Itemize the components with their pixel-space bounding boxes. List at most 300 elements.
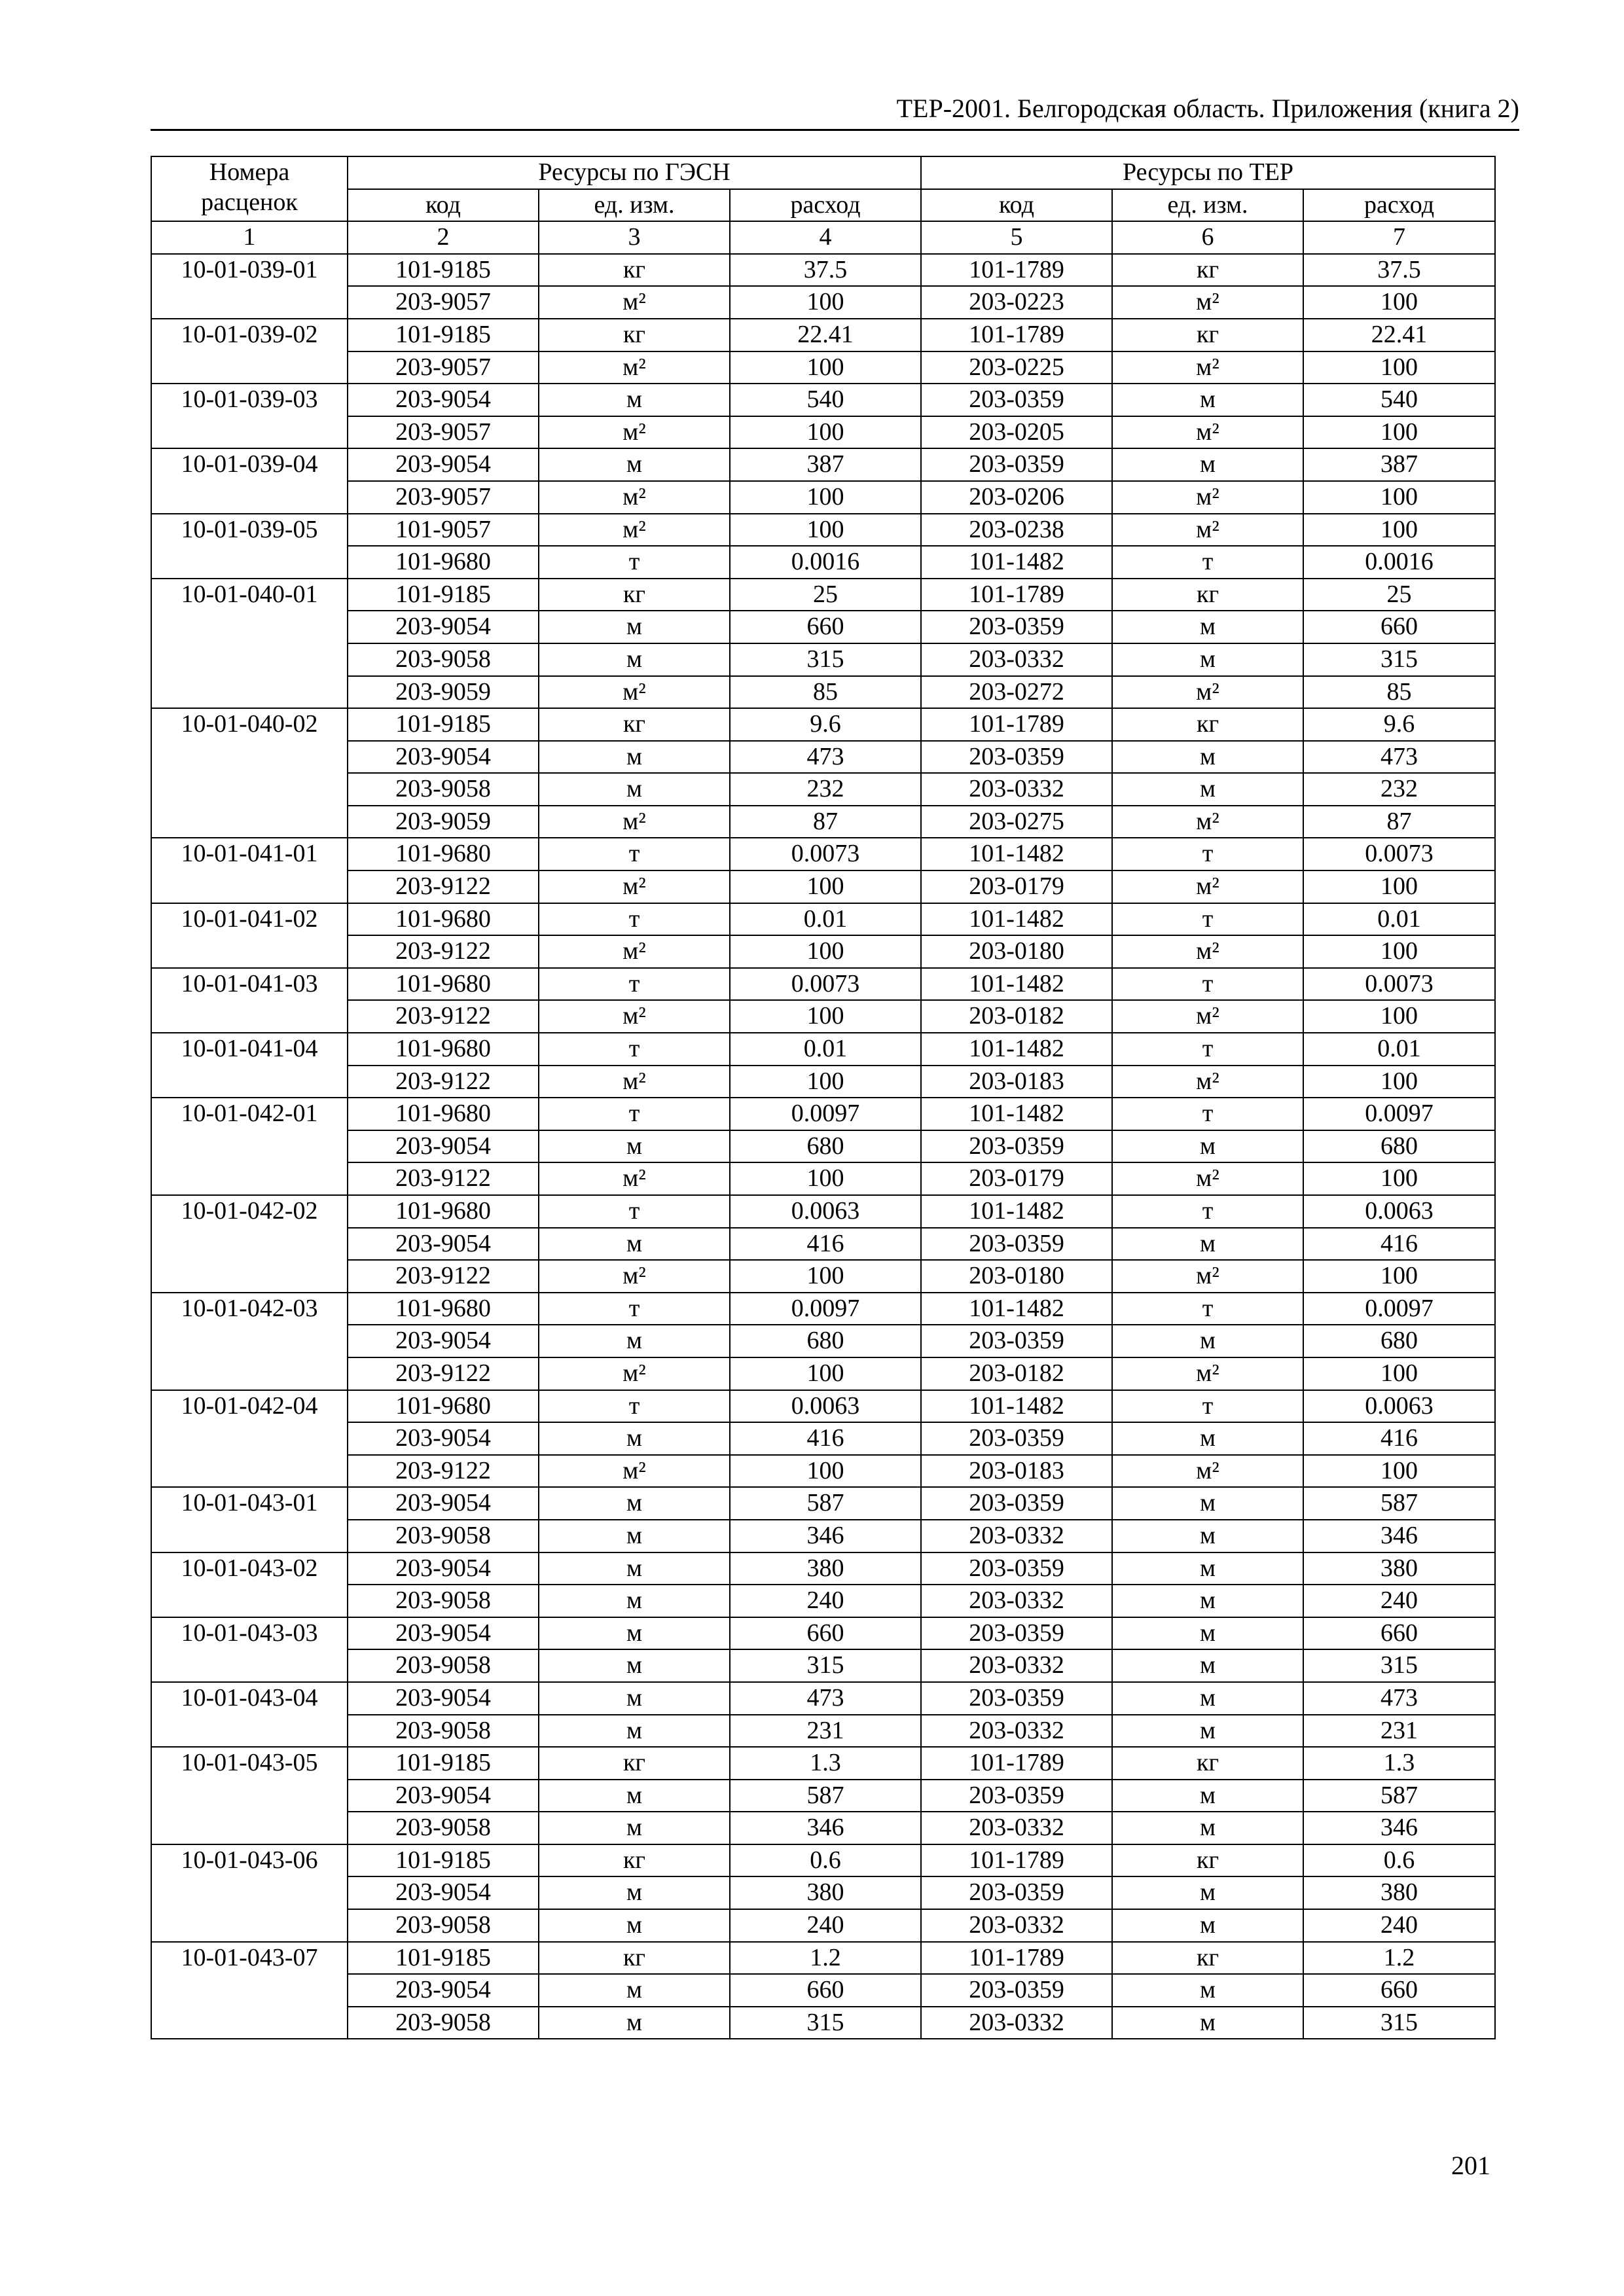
ter-unit-cell: м bbox=[1112, 2007, 1303, 2039]
gesn-unit-cell: т bbox=[539, 1390, 730, 1423]
table-row bbox=[151, 2007, 1495, 2039]
gesn-unit-cell: кг bbox=[539, 319, 730, 351]
gesn-unit-cell: м bbox=[539, 1130, 730, 1163]
ter-amount-cell: 0.0097 bbox=[1303, 1293, 1495, 1325]
table-row bbox=[151, 968, 1495, 1001]
gesn-unit-cell: кг bbox=[539, 1747, 730, 1780]
column-number: 2 bbox=[348, 221, 539, 254]
ter-code-cell: 203-0359 bbox=[921, 1422, 1112, 1455]
gesn-unit-cell: кг bbox=[539, 254, 730, 287]
gesn-amount-cell: 25 bbox=[730, 579, 921, 611]
ter-code-cell: 203-0359 bbox=[921, 384, 1112, 416]
ter-code-cell: 203-0275 bbox=[921, 806, 1112, 838]
ter-code-cell: 203-0359 bbox=[921, 741, 1112, 774]
gesn-unit-cell: м² bbox=[539, 1357, 730, 1390]
gesn-unit-cell: м bbox=[539, 1876, 730, 1909]
gesn-amount-cell: 100 bbox=[730, 1455, 921, 1488]
ter-unit-cell: м bbox=[1112, 1130, 1303, 1163]
gesn-amount-cell: 0.0097 bbox=[730, 1293, 921, 1325]
gesn-amount-cell: 680 bbox=[730, 1325, 921, 1357]
ter-unit-cell: кг bbox=[1112, 254, 1303, 287]
ter-amount-cell: 85 bbox=[1303, 676, 1495, 709]
ter-resources-header: Ресурсы по ТЕР bbox=[921, 156, 1495, 189]
ter-unit-cell: кг bbox=[1112, 579, 1303, 611]
gesn-amount-cell: 100 bbox=[730, 1162, 921, 1195]
ter-unit-cell: кг bbox=[1112, 1942, 1303, 1975]
table-row bbox=[151, 708, 1495, 741]
gesn-amount-cell: 660 bbox=[730, 1974, 921, 2007]
gesn-amount-cell: 240 bbox=[730, 1909, 921, 1942]
gesn-code-cell: 203-9054 bbox=[348, 1228, 539, 1261]
column-number: 3 bbox=[539, 221, 730, 254]
gesn-unit-cell: т bbox=[539, 1098, 730, 1130]
ter-amount-cell: 660 bbox=[1303, 1617, 1495, 1650]
gesn-amount-cell: 9.6 bbox=[730, 708, 921, 741]
ter-code-cell: 101-1789 bbox=[921, 254, 1112, 287]
ter-code-cell: 203-0206 bbox=[921, 481, 1112, 514]
ter-amount-cell: 0.0016 bbox=[1303, 546, 1495, 579]
table-row bbox=[151, 416, 1495, 449]
gesn-amount-cell: 100 bbox=[730, 416, 921, 449]
gesn-amount-cell: 0.01 bbox=[730, 1033, 921, 1066]
table-row bbox=[151, 935, 1495, 968]
ter-unit-cell: м bbox=[1112, 611, 1303, 643]
ter-code-cell: 203-0225 bbox=[921, 351, 1112, 384]
rate-numbers-header-line1: Номера bbox=[209, 158, 290, 186]
rate-number-cell: 10-01-041-01 bbox=[151, 838, 348, 903]
gesn-amount-cell: 37.5 bbox=[730, 254, 921, 287]
table-row bbox=[151, 1747, 1495, 1780]
gesn-unit-cell: т bbox=[539, 838, 730, 870]
ter-code-cell: 203-0359 bbox=[921, 1228, 1112, 1261]
gesn-code-cell: 203-9058 bbox=[348, 773, 539, 806]
ter-unit-cell: м bbox=[1112, 1682, 1303, 1715]
rate-number-cell: 10-01-043-05 bbox=[151, 1747, 348, 1844]
ter-code-cell: 203-0223 bbox=[921, 286, 1112, 319]
ter-amount-cell: 660 bbox=[1303, 1974, 1495, 2007]
ter-code-cell: 203-0359 bbox=[921, 1325, 1112, 1357]
ter-unit-cell: т bbox=[1112, 1098, 1303, 1130]
table-row bbox=[151, 1974, 1495, 2007]
ter-amount-cell: 315 bbox=[1303, 2007, 1495, 2039]
gesn-amount-cell: 100 bbox=[730, 1357, 921, 1390]
ter-amount-cell: 100 bbox=[1303, 1357, 1495, 1390]
gesn-amount-cell: 0.01 bbox=[730, 903, 921, 936]
ter-amount-cell: 540 bbox=[1303, 384, 1495, 416]
ter-code-cell: 203-0359 bbox=[921, 1682, 1112, 1715]
ter-amount-cell: 416 bbox=[1303, 1422, 1495, 1455]
ter-amount-cell: 473 bbox=[1303, 741, 1495, 774]
ter-unit-cell: м² bbox=[1112, 806, 1303, 838]
gesn-amount-cell: 680 bbox=[730, 1130, 921, 1163]
gesn-code-cell: 203-9058 bbox=[348, 643, 539, 676]
ter-unit-cell: м bbox=[1112, 1649, 1303, 1682]
gesn-code-cell: 203-9054 bbox=[348, 384, 539, 416]
resources-table bbox=[151, 156, 1496, 2039]
rate-number-cell: 10-01-043-06 bbox=[151, 1844, 348, 1942]
gesn-amount-cell: 387 bbox=[730, 448, 921, 481]
gesn-code-cell: 203-9122 bbox=[348, 1066, 539, 1098]
ter-unit-cell: т bbox=[1112, 838, 1303, 870]
table-row bbox=[151, 1617, 1495, 1650]
table-row bbox=[151, 319, 1495, 351]
ter-amount-cell: 0.01 bbox=[1303, 903, 1495, 936]
gesn-unit-cell: т bbox=[539, 968, 730, 1001]
gesn-amount-cell: 346 bbox=[730, 1520, 921, 1552]
ter-amount-cell: 315 bbox=[1303, 1649, 1495, 1682]
ter-code-cell: 203-0205 bbox=[921, 416, 1112, 449]
rate-number-cell: 10-01-043-07 bbox=[151, 1942, 348, 2039]
ter-code-cell: 101-1789 bbox=[921, 1942, 1112, 1975]
ter-unit-cell: м² bbox=[1112, 351, 1303, 384]
ter-code-cell: 203-0180 bbox=[921, 935, 1112, 968]
ter-unit-cell: т bbox=[1112, 903, 1303, 936]
gesn-code-cell: 101-9185 bbox=[348, 254, 539, 287]
ter-amount-cell: 100 bbox=[1303, 1455, 1495, 1488]
table-row bbox=[151, 1000, 1495, 1033]
column-number: 7 bbox=[1303, 221, 1495, 254]
gesn-code-cell: 203-9059 bbox=[348, 806, 539, 838]
ter-amount-cell: 0.6 bbox=[1303, 1844, 1495, 1877]
ter-unit-cell: м² bbox=[1112, 1455, 1303, 1488]
ter-unit-cell: м bbox=[1112, 1617, 1303, 1650]
rate-number-cell: 10-01-042-02 bbox=[151, 1195, 348, 1293]
gesn-code-cell: 203-9058 bbox=[348, 2007, 539, 2039]
gesn-amount-cell: 232 bbox=[730, 773, 921, 806]
table-row bbox=[151, 1487, 1495, 1520]
gesn-code-cell: 203-9122 bbox=[348, 1260, 539, 1293]
gesn-amount-cell: 100 bbox=[730, 1260, 921, 1293]
ter-amount-cell: 1.2 bbox=[1303, 1942, 1495, 1975]
table-body bbox=[151, 254, 1495, 2039]
table-head bbox=[151, 156, 1495, 254]
gesn-unit-cell: м² bbox=[539, 1066, 730, 1098]
ter-code-cell: 203-0359 bbox=[921, 1974, 1112, 2007]
gesn-unit-cell: м² bbox=[539, 1162, 730, 1195]
gesn-unit-cell: м bbox=[539, 1780, 730, 1812]
ter-unit-cell: кг bbox=[1112, 1844, 1303, 1877]
gesn-unit-cell: м² bbox=[539, 481, 730, 514]
table-row bbox=[151, 1390, 1495, 1423]
gesn-amount-cell: 100 bbox=[730, 351, 921, 384]
ter-unit-header: ед. изм. bbox=[1112, 189, 1303, 222]
rate-number-cell: 10-01-043-01 bbox=[151, 1487, 348, 1552]
gesn-amount-cell: 240 bbox=[730, 1585, 921, 1617]
ter-unit-cell: т bbox=[1112, 1293, 1303, 1325]
ter-unit-cell: кг bbox=[1112, 319, 1303, 351]
ter-code-cell: 101-1482 bbox=[921, 546, 1112, 579]
gesn-unit-cell: м bbox=[539, 384, 730, 416]
gesn-amount-cell: 22.41 bbox=[730, 319, 921, 351]
gesn-code-cell: 203-9054 bbox=[348, 1552, 539, 1585]
gesn-code-cell: 203-9054 bbox=[348, 1130, 539, 1163]
gesn-amount-cell: 315 bbox=[730, 1649, 921, 1682]
table-row bbox=[151, 514, 1495, 547]
ter-code-cell: 203-0332 bbox=[921, 2007, 1112, 2039]
gesn-unit-cell: м bbox=[539, 1974, 730, 2007]
gesn-amount-cell: 416 bbox=[730, 1228, 921, 1261]
rate-number-cell: 10-01-041-02 bbox=[151, 903, 348, 968]
table-row bbox=[151, 1228, 1495, 1261]
ter-amount-cell: 240 bbox=[1303, 1909, 1495, 1942]
gesn-code-cell: 203-9054 bbox=[348, 1487, 539, 1520]
table-row bbox=[151, 1812, 1495, 1844]
gesn-amount-cell: 0.0016 bbox=[730, 546, 921, 579]
gesn-code-cell: 101-9680 bbox=[348, 546, 539, 579]
gesn-unit-cell: м² bbox=[539, 1000, 730, 1033]
rate-number-cell: 10-01-039-04 bbox=[151, 448, 348, 513]
running-header: ТЕР-2001. Белгородская область. Приложения (книга 2) bbox=[896, 94, 1519, 123]
rate-number-cell: 10-01-041-04 bbox=[151, 1033, 348, 1098]
gesn-unit-cell: м bbox=[539, 1520, 730, 1552]
gesn-code-cell: 203-9058 bbox=[348, 1649, 539, 1682]
ter-amount-cell: 100 bbox=[1303, 1066, 1495, 1098]
gesn-unit-cell: м bbox=[539, 1325, 730, 1357]
gesn-amount-cell: 660 bbox=[730, 1617, 921, 1650]
gesn-amount-cell: 380 bbox=[730, 1876, 921, 1909]
ter-code-cell: 203-0332 bbox=[921, 1520, 1112, 1552]
ter-amount-cell: 0.0073 bbox=[1303, 838, 1495, 870]
ter-amount-cell: 0.0063 bbox=[1303, 1390, 1495, 1423]
ter-code-cell: 203-0332 bbox=[921, 1585, 1112, 1617]
column-numbers-row bbox=[151, 221, 1495, 254]
gesn-code-cell: 203-9058 bbox=[348, 1715, 539, 1748]
gesn-code-cell: 203-9054 bbox=[348, 448, 539, 481]
table-row bbox=[151, 676, 1495, 709]
gesn-code-cell: 101-9680 bbox=[348, 903, 539, 936]
gesn-code-cell: 203-9058 bbox=[348, 1585, 539, 1617]
ter-code-cell: 203-0183 bbox=[921, 1455, 1112, 1488]
ter-amount-cell: 100 bbox=[1303, 1260, 1495, 1293]
ter-code-cell: 203-0183 bbox=[921, 1066, 1112, 1098]
gesn-code-cell: 101-9680 bbox=[348, 1293, 539, 1325]
ter-code-cell: 101-1789 bbox=[921, 1747, 1112, 1780]
gesn-code-cell: 203-9057 bbox=[348, 286, 539, 319]
gesn-unit-cell: м bbox=[539, 1228, 730, 1261]
ter-unit-cell: т bbox=[1112, 1390, 1303, 1423]
ter-code-cell: 203-0272 bbox=[921, 676, 1112, 709]
gesn-code-cell: 101-9680 bbox=[348, 1195, 539, 1228]
table-row bbox=[151, 838, 1495, 870]
ter-code-cell: 203-0332 bbox=[921, 1909, 1112, 1942]
table-row bbox=[151, 643, 1495, 676]
gesn-code-cell: 101-9185 bbox=[348, 1747, 539, 1780]
ter-amount-cell: 232 bbox=[1303, 773, 1495, 806]
gesn-amount-cell: 100 bbox=[730, 1000, 921, 1033]
column-number: 1 bbox=[151, 221, 348, 254]
rate-number-cell: 10-01-040-01 bbox=[151, 579, 348, 708]
ter-amount-cell: 9.6 bbox=[1303, 708, 1495, 741]
gesn-amount-cell: 100 bbox=[730, 870, 921, 903]
ter-amount-cell: 380 bbox=[1303, 1552, 1495, 1585]
ter-amount-cell: 100 bbox=[1303, 351, 1495, 384]
table-row bbox=[151, 1649, 1495, 1682]
ter-amount-cell: 240 bbox=[1303, 1585, 1495, 1617]
ter-unit-cell: м bbox=[1112, 1780, 1303, 1812]
gesn-amount-cell: 0.0073 bbox=[730, 838, 921, 870]
ter-code-cell: 203-0359 bbox=[921, 1780, 1112, 1812]
gesn-unit-cell: м bbox=[539, 1422, 730, 1455]
gesn-amount-cell: 100 bbox=[730, 1066, 921, 1098]
ter-code-cell: 203-0238 bbox=[921, 514, 1112, 547]
ter-unit-cell: м² bbox=[1112, 1357, 1303, 1390]
table-row bbox=[151, 1844, 1495, 1877]
gesn-code-cell: 101-9185 bbox=[348, 579, 539, 611]
ter-code-cell: 203-0332 bbox=[921, 1649, 1112, 1682]
gesn-unit-cell: м² bbox=[539, 1260, 730, 1293]
table-row bbox=[151, 1520, 1495, 1552]
gesn-code-cell: 203-9122 bbox=[348, 870, 539, 903]
gesn-code-cell: 203-9054 bbox=[348, 1780, 539, 1812]
gesn-unit-cell: м² bbox=[539, 351, 730, 384]
gesn-unit-cell: м² bbox=[539, 514, 730, 547]
rate-number-cell: 10-01-042-03 bbox=[151, 1293, 348, 1390]
ter-code-cell: 203-0332 bbox=[921, 643, 1112, 676]
ter-amount-cell: 660 bbox=[1303, 611, 1495, 643]
ter-unit-cell: м bbox=[1112, 1520, 1303, 1552]
ter-amount-cell: 0.0073 bbox=[1303, 968, 1495, 1001]
table-row bbox=[151, 1780, 1495, 1812]
gesn-code-cell: 101-9680 bbox=[348, 1098, 539, 1130]
gesn-unit-cell: м bbox=[539, 1909, 730, 1942]
gesn-unit-cell: м bbox=[539, 1617, 730, 1650]
rate-number-cell: 10-01-039-02 bbox=[151, 319, 348, 384]
ter-unit-cell: м² bbox=[1112, 1162, 1303, 1195]
gesn-unit-cell: м² bbox=[539, 286, 730, 319]
ter-unit-cell: м bbox=[1112, 1909, 1303, 1942]
gesn-code-cell: 203-9054 bbox=[348, 1974, 539, 2007]
column-number: 6 bbox=[1112, 221, 1303, 254]
ter-amount-cell: 380 bbox=[1303, 1876, 1495, 1909]
ter-amount-cell: 315 bbox=[1303, 643, 1495, 676]
ter-amount-cell: 587 bbox=[1303, 1780, 1495, 1812]
gesn-unit-cell: м bbox=[539, 643, 730, 676]
ter-code-cell: 101-1482 bbox=[921, 1293, 1112, 1325]
table-row bbox=[151, 1455, 1495, 1488]
table-row bbox=[151, 351, 1495, 384]
ter-amount-cell: 87 bbox=[1303, 806, 1495, 838]
gesn-unit-cell: м bbox=[539, 1649, 730, 1682]
table-row bbox=[151, 286, 1495, 319]
gesn-resources-header: Ресурсы по ГЭСН bbox=[348, 156, 921, 189]
gesn-unit-cell: кг bbox=[539, 1844, 730, 1877]
rate-number-cell: 10-01-039-01 bbox=[151, 254, 348, 319]
table-row bbox=[151, 1195, 1495, 1228]
gesn-code-cell: 203-9054 bbox=[348, 1325, 539, 1357]
gesn-unit-cell: т bbox=[539, 546, 730, 579]
ter-amount-cell: 587 bbox=[1303, 1487, 1495, 1520]
gesn-amount-cell: 0.0063 bbox=[730, 1195, 921, 1228]
rate-number-cell: 10-01-043-04 bbox=[151, 1682, 348, 1747]
ter-unit-cell: м bbox=[1112, 448, 1303, 481]
gesn-unit-cell: т bbox=[539, 903, 730, 936]
gesn-unit-cell: т bbox=[539, 1195, 730, 1228]
gesn-code-cell: 101-9680 bbox=[348, 838, 539, 870]
gesn-amount-cell: 100 bbox=[730, 514, 921, 547]
ter-code-cell: 203-0359 bbox=[921, 1876, 1112, 1909]
ter-code-cell: 101-1482 bbox=[921, 1195, 1112, 1228]
ter-amount-cell: 22.41 bbox=[1303, 319, 1495, 351]
ter-code-cell: 203-0359 bbox=[921, 611, 1112, 643]
gesn-unit-cell: м bbox=[539, 611, 730, 643]
header-rule bbox=[151, 129, 1519, 131]
gesn-amount-cell: 473 bbox=[730, 1682, 921, 1715]
table-row bbox=[151, 1942, 1495, 1975]
gesn-amount-cell: 100 bbox=[730, 481, 921, 514]
gesn-code-cell: 101-9680 bbox=[348, 1390, 539, 1423]
ter-amount-cell: 25 bbox=[1303, 579, 1495, 611]
table-row bbox=[151, 611, 1495, 643]
ter-amount-cell: 1.3 bbox=[1303, 1747, 1495, 1780]
ter-code-cell: 101-1789 bbox=[921, 579, 1112, 611]
ter-unit-cell: кг bbox=[1112, 708, 1303, 741]
ter-code-cell: 101-1789 bbox=[921, 319, 1112, 351]
table-row bbox=[151, 1422, 1495, 1455]
ter-unit-cell: м² bbox=[1112, 676, 1303, 709]
gesn-unit-cell: м bbox=[539, 1682, 730, 1715]
ter-code-header: код bbox=[921, 189, 1112, 222]
table-row bbox=[151, 546, 1495, 579]
gesn-code-cell: 203-9059 bbox=[348, 676, 539, 709]
gesn-unit-cell: м bbox=[539, 2007, 730, 2039]
table-row bbox=[151, 1033, 1495, 1066]
gesn-amount-header: расход bbox=[730, 189, 921, 222]
ter-code-cell: 203-0180 bbox=[921, 1260, 1112, 1293]
gesn-amount-cell: 0.0063 bbox=[730, 1390, 921, 1423]
ter-code-cell: 203-0359 bbox=[921, 1617, 1112, 1650]
ter-amount-cell: 100 bbox=[1303, 1000, 1495, 1033]
ter-amount-cell: 346 bbox=[1303, 1812, 1495, 1844]
table-row bbox=[151, 1260, 1495, 1293]
ter-code-cell: 203-0332 bbox=[921, 773, 1112, 806]
table-row bbox=[151, 1357, 1495, 1390]
ter-unit-cell: м bbox=[1112, 773, 1303, 806]
rate-numbers-header bbox=[151, 156, 348, 221]
gesn-code-cell: 101-9680 bbox=[348, 968, 539, 1001]
ter-code-cell: 203-0359 bbox=[921, 1130, 1112, 1163]
gesn-unit-cell: м² bbox=[539, 870, 730, 903]
ter-code-cell: 101-1482 bbox=[921, 1390, 1112, 1423]
ter-code-cell: 203-0182 bbox=[921, 1000, 1112, 1033]
ter-unit-cell: м bbox=[1112, 1974, 1303, 2007]
gesn-unit-cell: м bbox=[539, 1585, 730, 1617]
gesn-unit-cell: м² bbox=[539, 806, 730, 838]
ter-unit-cell: м² bbox=[1112, 1066, 1303, 1098]
gesn-unit-cell: кг bbox=[539, 1942, 730, 1975]
ter-code-cell: 101-1482 bbox=[921, 1033, 1112, 1066]
gesn-unit-cell: м bbox=[539, 741, 730, 774]
rate-number-cell: 10-01-041-03 bbox=[151, 968, 348, 1033]
gesn-code-cell: 203-9057 bbox=[348, 416, 539, 449]
gesn-amount-cell: 587 bbox=[730, 1487, 921, 1520]
gesn-unit-cell: м bbox=[539, 1487, 730, 1520]
table-row bbox=[151, 1325, 1495, 1357]
ter-code-cell: 101-1789 bbox=[921, 708, 1112, 741]
ter-code-cell: 203-0332 bbox=[921, 1812, 1112, 1844]
gesn-amount-cell: 660 bbox=[730, 611, 921, 643]
ter-unit-cell: кг bbox=[1112, 1747, 1303, 1780]
gesn-code-cell: 101-9185 bbox=[348, 708, 539, 741]
ter-unit-cell: м² bbox=[1112, 416, 1303, 449]
ter-amount-cell: 680 bbox=[1303, 1130, 1495, 1163]
ter-unit-cell: м bbox=[1112, 1325, 1303, 1357]
ter-unit-cell: т bbox=[1112, 546, 1303, 579]
ter-unit-cell: м bbox=[1112, 1715, 1303, 1748]
rate-numbers-header-line2: расценок bbox=[201, 188, 298, 216]
ter-code-cell: 203-0359 bbox=[921, 1487, 1112, 1520]
ter-unit-cell: м bbox=[1112, 1585, 1303, 1617]
gesn-code-cell: 203-9122 bbox=[348, 1000, 539, 1033]
